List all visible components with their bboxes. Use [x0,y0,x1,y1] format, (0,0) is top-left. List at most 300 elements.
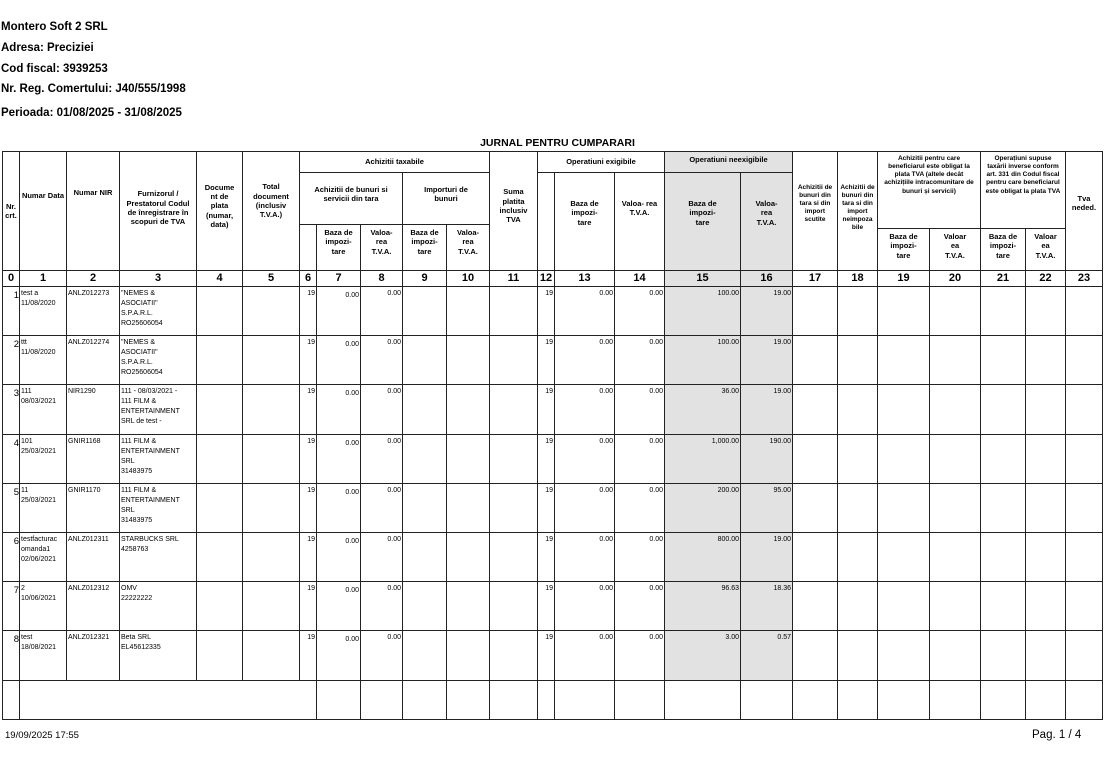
row-2-col-0-text: 2 [13,339,19,350]
table-cell [1025,434,1066,484]
header-nr-crt-text: Nr. crt. [5,201,17,220]
table-cell [19,581,67,631]
table-cell [242,384,300,435]
table-cell [196,630,243,681]
header-c22-tva-text: Valoar ea T.V.A. [1034,232,1057,260]
column-number-11 [489,270,538,287]
row-2-col-12-text: 19 [545,339,553,346]
table-cell [877,434,930,484]
column-number-16 [740,270,793,287]
column-number-14 [614,270,665,287]
table-cell [196,286,243,336]
table-cell [837,335,878,385]
table-cell [446,434,490,484]
row-3-col-15-text: 36.00 [721,388,739,395]
row-4-col-7-text: 0.00 [345,440,359,447]
column-number-1 [19,270,67,287]
table-cell [740,434,793,484]
column-number-10 [446,270,490,287]
totals-row-label [19,680,317,720]
table-cell [316,483,361,533]
totals-cell [664,680,741,720]
row-2-col-14-text: 0.00 [649,339,663,346]
row-1-col-6-text: 19 [307,290,315,297]
column-number-15-text: 15 [696,272,709,284]
column-number-10-text: 10 [461,272,475,284]
table-cell [119,532,197,582]
totals-cell [554,680,615,720]
table-cell [554,384,615,435]
table-cell [792,483,838,533]
column-number-0-text: 0 [7,272,15,284]
row-7-col-7-text: 0.00 [345,587,359,594]
header-c8-tva [360,224,403,271]
table-cell [1065,630,1103,681]
row-1-col-3-text: "NEMES & ASOCIATII" S.P.A.R.L. RO25606054 [121,290,163,328]
table-cell [316,384,361,435]
table-cell [66,286,120,336]
table-cell [614,581,665,631]
table-cell [664,335,741,385]
row-7-col-6-text: 19 [307,585,315,592]
column-number-6 [299,270,317,287]
column-number-19 [877,270,930,287]
table-cell [446,384,490,435]
table-cell [877,532,930,582]
totals-cell [980,680,1026,720]
table-cell [537,335,555,385]
row-2-col-1-text: ttt 11/08/2020 [21,339,56,357]
header-tva-neded [1065,151,1103,271]
table-cell [299,335,317,385]
table-cell [1025,630,1066,681]
table-cell [196,335,243,385]
table-cell [446,286,490,336]
table-cell [316,434,361,484]
table-cell [980,630,1026,681]
header-c13-baza-text: Baza de impozi- tare [570,199,599,227]
column-number-19-text: 19 [897,272,910,284]
table-cell [360,483,403,533]
table-cell [740,532,793,582]
table-cell [554,532,615,582]
row-2-col-15-text: 100.00 [717,339,739,346]
row-6-col-6-text: 19 [307,536,315,543]
table-cell [554,630,615,681]
table-cell [196,434,243,484]
header-achizitii-taxabile [299,151,490,173]
column-number-2-text: 2 [89,272,97,284]
totals-row-col-0 [2,680,20,720]
table-row-number [2,630,20,681]
row-7-col-3-text: OMV 22222222 [121,585,153,603]
row-2-col-3-text: "NEMES & ASOCIATII" S.P.A.R.L. RO25606054 [121,339,163,377]
row-3-col-3-text: 111 - 08/03/2021 - 111 FILM & ENTERTAINMENT SRL de test - [121,388,180,426]
row-6-col-0-text: 6 [13,536,19,547]
header-c10-tva-text: Valoa- rea T.V.A. [456,228,480,256]
row-5-col-15-text: 200.00 [717,487,739,494]
table-cell [402,434,447,484]
table-cell [489,532,538,582]
table-cell [664,630,741,681]
table-cell [446,335,490,385]
table-cell [877,286,930,336]
header-c7-baza [316,224,361,271]
table-cell [402,630,447,681]
header-op-neexigibile-text: Operatiuni neexigibile [689,155,768,164]
table-cell [316,335,361,385]
column-number-15 [664,270,741,287]
table-cell [119,581,197,631]
table-cell [360,384,403,435]
totals-cell [1065,680,1103,720]
row-5-col-16-text: 95.00 [773,487,791,494]
header-c13-baza [554,172,615,271]
column-number-12-text: 12 [539,272,553,284]
header-numar-data-text: Numar Data [21,191,65,201]
row-6-col-16-text: 19.00 [773,536,791,543]
header-c7-baza-text: Baza de impozi- tare [324,228,353,256]
table-row-number [2,286,20,336]
table-cell [614,286,665,336]
company-name: Montero Soft 2 SRL [1,21,108,33]
header-nr-crt [2,151,20,271]
row-5-col-7-text: 0.00 [345,489,359,496]
table-cell [554,286,615,336]
table-cell [614,434,665,484]
table-cell [740,581,793,631]
row-4-col-16-text: 190.00 [769,438,791,445]
totals-cell [489,680,538,720]
row-7-col-14-text: 0.00 [649,585,663,592]
column-number-12 [537,270,555,287]
column-number-23 [1065,270,1103,287]
header-c14-tva-text: Valoa- rea T.V.A. [621,199,658,218]
table-cell [792,630,838,681]
table-cell [837,630,878,681]
table-cell [316,286,361,336]
header-importuri-text: Importuri de bunuri [424,185,468,204]
header-taxare-inversa [980,151,1066,229]
table-cell [1025,483,1066,533]
table-cell [119,434,197,484]
table-cell [1065,581,1103,631]
header-c20-tva-text: Valoar ea T.V.A. [943,232,967,260]
table-cell [402,483,447,533]
table-cell [980,581,1026,631]
header-col12-blank [537,172,555,271]
table-cell [316,532,361,582]
column-number-20-text: 20 [948,272,962,284]
table-row-number [2,434,20,484]
row-7-col-16-text: 18.36 [773,585,791,592]
company-fiscal-code: Cod fiscal: 3939253 [1,63,108,75]
totals-cell [402,680,447,720]
table-cell [929,532,981,582]
row-2-col-8-text: 0.00 [387,339,401,346]
table-cell [792,384,838,435]
table-row-number [2,335,20,385]
column-number-4-text: 4 [216,272,223,284]
table-cell [980,483,1026,533]
header-neimpozabile [837,151,878,271]
table-cell [446,532,490,582]
column-number-11-text: 11 [507,272,520,284]
row-8-col-2-text: ANLZ012321 [68,634,110,641]
row-5-col-0-text: 5 [13,487,19,498]
totals-cell [929,680,981,720]
header-neimpozabile-text: Achizitii de bunuri din tara si din import neimpoza bile [840,183,875,232]
column-number-3-text: 3 [154,272,162,284]
row-5-col-12-text: 19 [545,487,553,494]
table-cell [66,335,120,385]
table-cell [66,532,120,582]
row-6-col-14-text: 0.00 [649,536,663,543]
table-cell [792,434,838,484]
row-7-col-12-text: 19 [545,585,553,592]
row-5-col-1-text: 11 25/03/2021 [21,487,57,505]
totals-cell [446,680,490,720]
table-cell [402,335,447,385]
company-address: Adresa: Preciziei [1,42,94,54]
column-number-13 [554,270,615,287]
table-cell [664,581,741,631]
row-3-col-7-text: 0.00 [345,390,359,397]
totals-cell [360,680,403,720]
table-cell [242,532,300,582]
table-cell [119,286,197,336]
table-cell [837,483,878,533]
row-1-col-14-text: 0.00 [649,290,663,297]
header-c16-tva-text: Valoa- rea T.V.A. [755,199,778,227]
row-1-col-1-text: test a 11/08/2020 [21,290,56,308]
header-achizitii-taxabile-text: Achizitii taxabile [365,157,424,167]
table-cell [740,483,793,533]
table-cell [1065,384,1103,435]
table-cell [119,384,197,435]
table-cell [537,581,555,631]
table-cell [614,335,665,385]
row-6-col-1-text: testfacturac omanda1 02/06/2021 [21,536,58,564]
table-cell [1065,434,1103,484]
row-8-col-0-text: 8 [13,634,19,645]
row-7-col-13-text: 0.00 [599,585,613,592]
header-achizitii-tara [299,172,403,225]
table-cell [299,483,317,533]
table-cell [316,630,361,681]
table-cell [360,286,403,336]
row-4-col-2-text: GNIR1168 [68,438,101,445]
table-cell [1025,581,1066,631]
table-cell [877,581,930,631]
table-cell [299,286,317,336]
table-cell [242,581,300,631]
table-cell [740,630,793,681]
table-cell [119,630,197,681]
totals-cell [316,680,361,720]
row-4-col-14-text: 0.00 [649,438,663,445]
row-8-col-6-text: 19 [307,634,315,641]
row-5-col-6-text: 19 [307,487,315,494]
page-number: Pag. 1 / 4 [1032,729,1082,741]
header-furnizor-text: Furnizorul / Prestatorul Codul de înregistrare în scopuri de TVA [126,189,190,227]
totals-cell [792,680,838,720]
column-number-17 [792,270,838,287]
row-2-col-16-text: 19.00 [773,339,791,346]
table-row-number [2,384,20,435]
header-c10-tva [446,224,490,271]
report-title: JURNAL PENTRU CUMPARARI [480,137,635,149]
column-number-2 [66,270,120,287]
table-cell [877,483,930,533]
header-c16-tva [740,172,793,271]
table-cell [19,630,67,681]
row-8-col-7-text: 0.00 [345,636,359,643]
table-cell [554,483,615,533]
header-taxare-beneficiar [877,151,981,229]
row-8-col-16-text: 0.57 [777,634,791,641]
table-cell [299,532,317,582]
header-c20-tva [929,228,981,271]
row-3-col-8-text: 0.00 [387,388,401,395]
table-cell [792,532,838,582]
row-1-col-12-text: 19 [545,290,553,297]
table-cell [446,483,490,533]
row-4-col-12-text: 19 [545,438,553,445]
table-cell [980,384,1026,435]
table-cell [837,532,878,582]
row-1-col-0-text: 1 [13,290,19,301]
row-8-col-14-text: 0.00 [649,634,663,641]
header-suma-platita-text: Suma platita inclusiv TVA [499,187,528,225]
table-cell [877,630,930,681]
table-row-number [2,532,20,582]
row-3-col-1-text: 111 08/03/2021 [21,388,57,406]
table-cell [554,335,615,385]
row-1-col-8-text: 0.00 [387,290,401,297]
print-timestamp: 19/09/2025 17:55 [5,730,79,741]
table-cell [740,286,793,336]
table-cell [1065,335,1103,385]
row-7-col-0-text: 7 [13,585,19,596]
row-6-col-15-text: 800.00 [717,536,739,543]
table-cell [837,286,878,336]
column-number-5 [242,270,300,287]
column-number-8 [360,270,403,287]
table-cell [196,384,243,435]
header-suma-platita [489,151,538,271]
row-3-col-12-text: 19 [545,388,553,395]
table-cell [446,630,490,681]
column-number-23-text: 23 [1077,272,1091,284]
header-taxare-beneficiar-text: Achizitii pentru care beneficiarul este obligat la plata TVA (altele decât achizițiile intracomunitare de bunuri și servicii) [884,155,974,195]
header-doc-plata-text: Docume nt de plata (numar, data) [204,182,235,230]
table-cell [299,434,317,484]
header-c21-baza-text: Baza de impozi- tare [988,232,1018,260]
header-c19-baza-text: Baza de impozi- tare [889,232,918,260]
row-4-col-8-text: 0.00 [387,438,401,445]
header-tva-neded-text: Tva neded. [1071,193,1097,212]
table-cell [66,581,120,631]
row-1-col-16-text: 19.00 [773,290,791,297]
table-cell [66,384,120,435]
table-cell [242,286,300,336]
column-number-3 [119,270,197,287]
row-3-col-0-text: 3 [13,388,19,399]
row-3-col-2-text: NIR1290 [68,388,96,395]
column-number-21-text: 21 [996,272,1010,284]
row-4-col-15-text: 1,000.00 [711,438,739,445]
table-cell [196,581,243,631]
table-cell [929,581,981,631]
table-cell [877,335,930,385]
column-number-18-text: 18 [851,272,864,284]
table-cell [792,286,838,336]
column-number-18 [837,270,878,287]
table-cell [242,630,300,681]
table-cell [980,532,1026,582]
header-c9-baza-text: Baza de impozi- tare [410,228,439,256]
row-6-col-8-text: 0.00 [387,536,401,543]
table-cell [119,483,197,533]
column-number-5-text: 5 [267,272,275,284]
company-reg-number: Nr. Reg. Comertului: J40/555/1998 [1,83,186,95]
table-cell [402,286,447,336]
row-4-col-3-text: 111 FILM & ENTERTAINMENT SRL 31483975 [121,438,180,476]
row-1-col-13-text: 0.00 [599,290,613,297]
header-c15-baza-text: Baza de impozi- tare [688,199,717,227]
header-c8-tva-text: Valoa- rea T.V.A. [370,228,393,256]
row-5-col-3-text: 111 FILM & ENTERTAINMENT SRL 31483975 [121,487,180,525]
header-scutite-text: Achizitii de bunuri din tara si din import scutite [797,183,833,224]
row-5-col-8-text: 0.00 [387,487,401,494]
table-cell [242,483,300,533]
column-number-9-text: 9 [421,272,428,284]
table-cell [66,483,120,533]
header-importuri [402,172,490,225]
header-numar-nir-text: Numar NIR [73,188,113,198]
table-cell [614,483,665,533]
table-cell [19,286,67,336]
row-7-col-2-text: ANLZ012312 [68,585,110,592]
table-cell [299,581,317,631]
table-cell [119,335,197,385]
column-number-8-text: 8 [378,272,385,284]
table-cell [537,532,555,582]
row-8-col-15-text: 3.00 [725,634,739,641]
table-cell [19,483,67,533]
table-cell [242,434,300,484]
row-1-col-15-text: 100.00 [717,290,739,297]
table-cell [299,384,317,435]
table-cell [614,630,665,681]
header-c14-tva [614,172,665,271]
totals-cell [877,680,930,720]
table-cell [19,532,67,582]
table-cell [489,286,538,336]
table-cell [980,335,1026,385]
table-cell [877,384,930,435]
table-cell [360,630,403,681]
row-4-col-1-text: 101 25/03/2021 [21,438,57,456]
row-6-col-13-text: 0.00 [599,536,613,543]
header-numar-nir [66,151,120,271]
header-total-doc-text: Total document (inclusiv T.V.A.) [253,182,289,220]
row-8-col-1-text: test 18/08/2021 [21,634,57,652]
column-number-22 [1025,270,1066,287]
header-furnizor [119,151,197,271]
table-cell [537,384,555,435]
